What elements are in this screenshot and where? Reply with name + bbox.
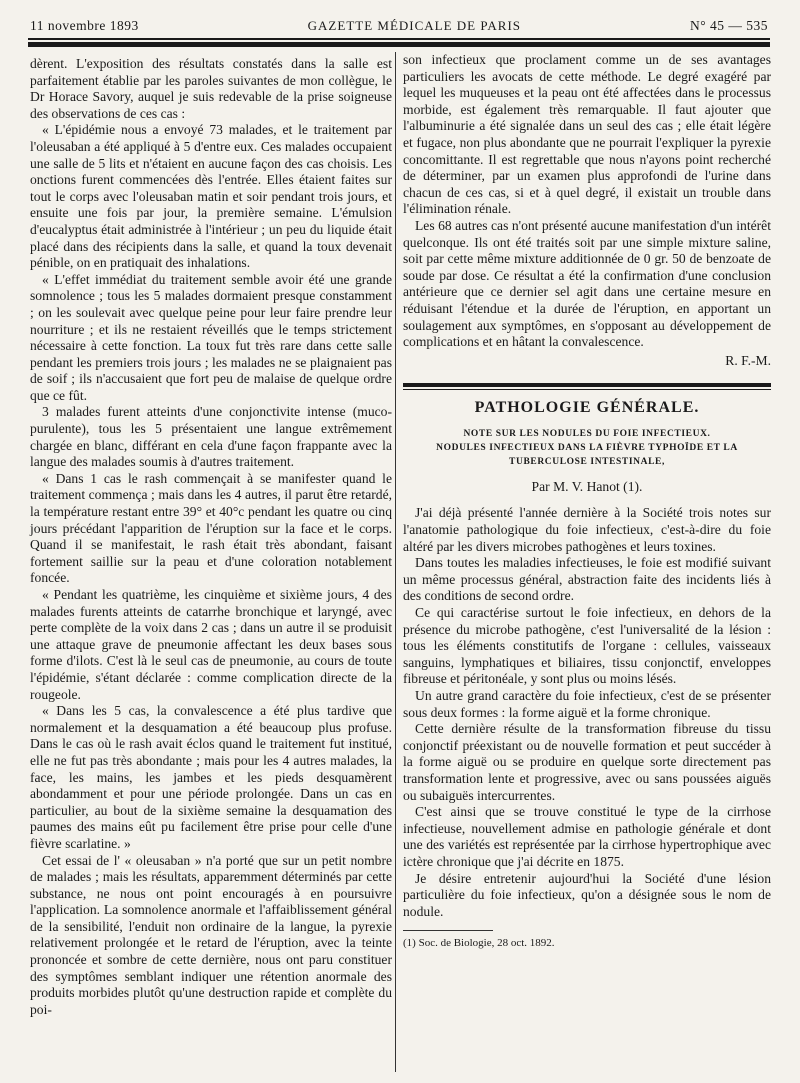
- paragraph: Ce qui caractérise surtout le foie infectieux, en dehors de la présence du microbe pathogène, c'est l'universalité de la lésion : tous les éléments constitutifs de l'organe : cellules, vaisseaux sanguins, lymphatiques et biliaires, tissu conjonctif, enveloppes fibreuse et péritonéale, y sont plus ou moins lésés.: [403, 605, 771, 687]
- paragraph: « Dans 1 cas le rash commençait à se manifester quand le traitement commença ; mais dans les 4 autres, il parut être retardé, la température restant entre 39° et 40°c pendant les quatre ou cinq jours précédant l'apparition de l'éruption sur la face et le corps. Quand il se manifestait, le rash était très abondant, faisant fortement saillie sur la peau et d'une coloration notablement foncée.: [30, 470, 392, 586]
- paragraph: dèrent. L'exposition des résultats constatés dans la salle est parfaitement établie par les paroles suivantes de mon collègue, le Dr Horace Savory, auquel je suis redevable de la prise soigneuse des observations de ces cas :: [30, 56, 392, 121]
- paragraph: Cet essai de l' « oleusaban » n'a porté que sur un petit nombre de malades ; mais les résultats, apparemment déterminés par cette substance, ne nous ont point encouragés à en poursuivre l'application. La somnolence anormale et l'affaiblissement général de la sensibilité, l'enduit non ordinaire de la langue, la pyrexie relativement prolongée et le retard de l'éruption, avec la teinte prononcée et sombre de cette dernière, nous ont paru constituer des symptômes semblant indiquer une rétention anormale des produits morbides plutôt qu'une destruction rapide et complète du poi-: [30, 852, 392, 1017]
- article-subtitle: NODULES INFECTIEUX DANS LA FIÈVRE TYPHOÏDE ET LA TUBERCULOSE INTESTINALE,: [436, 442, 738, 467]
- section-rule-thin: [403, 389, 771, 390]
- paragraph: Dans toutes les maladies infectieuses, le foie est modifié suivant un même processus général, abstraction faite des incidents liés à des conditions de second ordre.: [403, 555, 771, 604]
- paragraph: « Pendant les quatrième, les cinquième et sixième jours, 4 des malades furents atteints de catarrhe bronchique et laryngé, avec perte complète de la voix dans 2 cas ; dans un autre il se produisit une attaque grave de pneumonie affectant les deux bases sous forme d'ilots. C'est là le seul cas de pneumonie, au cours de toute l'épidémie, s'étant déclarée : comme complication directe de la rougeole.: [30, 587, 392, 702]
- paragraph: J'ai déjà présenté l'année dernière à la Société trois notes sur l'anatomie pathologique du foie infectieux, c'est-à-dire du foie altéré par les divers microbes pathogènes et leurs toxines.: [403, 505, 771, 554]
- footnote: (1) Soc. de Biologie, 28 oct. 1892.: [403, 937, 555, 950]
- column-divider: [395, 52, 396, 1072]
- header-issue: N° 45 — 535: [689, 18, 768, 33]
- paragraph: « L'épidémie nous a envoyé 73 malades, et le traitement par l'oleusaban a été appliqué à 5 d'entre eux. Ces malades occupaient une salle de 5 lits et n'étaient en aucune façon des cas choisis. Les onctions furent commencées dès l'entrée. Elles étaient faites sur tout le corps avec l'oleusaban matin et soir pendant trois jours, et ensuite une fois par jour, la première semaine. L'émulsion d'eucalyptus était administrée à l'intérieur ; un peu du liquide était placé dans des récipients dans la salle, et quand la toux devenait pénible, on en pratiquait des inhalations.: [30, 122, 392, 271]
- paragraph: Les 68 autres cas n'ont présenté aucune manifestation d'un intérêt quelconque. Ils ont été traités soit par une simple mixture saline, soit par cette même mixture additionnée de 0 gr. 50 de benzoate de soude par dose. Ce résultat a été la confirmation d'une conclusion antérieure que ce dernier sel agit dans une certaine mesure en réduisant l'étendue et la durée de l'éruption, en apportant un soulagement aux symptômes, en s'opposant au développement de complications et en hâtant la convalescence.: [403, 217, 771, 350]
- header-rule-thick: [28, 42, 770, 47]
- right-column: [403, 52, 771, 950]
- header-rule-thin: [28, 38, 770, 40]
- paragraph: Je désire entretenir aujourd'hui la Société d'une lésion particulière du foie infectieux, qu'on a désignée sous le nom de nodule.: [403, 870, 771, 919]
- footnote-rule: [403, 930, 493, 931]
- paragraph: « L'effet immédiat du traitement semble avoir été une grande somnolence ; tous les 5 malades dormaient presque constamment ; on les soulevait avec quelque peine pour leur faire prendre leur nourriture ; et ils ne restaient réveillés que le temps strictement nécessaire à cette fonction. La toux fut très rare dans cette salle pendant les premiers trois jours ; les malades ne se plaignaient pas de soif ; ils n'accusaient que fort peu de malaise de quelque ordre que ce fût.: [30, 271, 392, 403]
- section-title: PATHOLOGIE GÉNÉRALE.: [474, 399, 700, 417]
- article-title: NOTE SUR LES NODULES DU FOIE INFECTIEUX.: [463, 428, 711, 439]
- left-column: [30, 56, 392, 1018]
- paragraph: Cette dernière résulte de la transformation fibreuse du tissu conjonctif préexistant ou de nouvelle formation et peut succéder à la forme aiguë ou se produire en quelque sorte directement pas transformation lente et progressive, avec ou sans poussées aiguës ou subaiguës intercurrentes.: [403, 721, 771, 803]
- page-header: [30, 16, 768, 36]
- header-date: 11 novembre 1893: [30, 18, 139, 33]
- article-author: Par M. V. Hanot (1).: [531, 478, 643, 494]
- paragraph: « Dans les 5 cas, la convalescence a été plus tardive que normalement et la desquamation a été beaucoup plus profuse. Dans le cas où le rash avait éclos quand le traitement fut institué, elle ne fut pas très abondante ; mais pour les 4 autres malades, la face, les mains, les jambes et les pieds desquamèrent abondamment et pour une période prolongée. Dans un cas en particulier, au bout de la sixième semaine la desquamation des paumes des mains eût pu facilement être prise pour celle d'une fièvre scarlatine. »: [30, 703, 392, 851]
- header-journal: GAZETTE MÉDICALE DE PARIS: [307, 18, 522, 33]
- paragraph: son infectieux que proclament comme un de ses avantages particuliers les avocats de cette méthode. Le degré exagéré par lequel les muqueuses et la peau ont été affectées dans le processus morbide, est également très remarquable. Il faut ajouter que l'albuminurie a été signalée dans un seul des cas ; elle était légère et fugace, non plus abondante que ne pourrait l'expliquer la pyrexie concomittante. Il est regrettable que nous n'ayons point recherché de déterminer, par un examen plus approfondi de l'urine dans chacun de ces cas, si et à quel degré, il existait un trouble dans l'élimination rénale.: [403, 52, 771, 217]
- signature: R. F.-M.: [725, 352, 771, 368]
- paragraph: C'est ainsi que se trouve constitué le type de la cirrhose infectieuse, nouvellement admise en pathologie générale et dont une des variétés est représentée par la cirrhose hypertrophique avec ictère chronique que j'ai décrite en 1875.: [403, 804, 771, 869]
- section-rule-thick: [403, 383, 771, 387]
- paragraph: Un autre grand caractère du foie infectieux, c'est de se présenter sous deux formes : la forme aiguë et la forme chronique.: [403, 688, 771, 720]
- paragraph: 3 malades furent atteints d'une conjonctivite intense (muco-purulente), tous les 5 présentaient une langue extrêmement chargée en blanc, différant en cela d'une façon frappante avec la langue des malades soumis à d'autres traitement.: [30, 404, 392, 470]
